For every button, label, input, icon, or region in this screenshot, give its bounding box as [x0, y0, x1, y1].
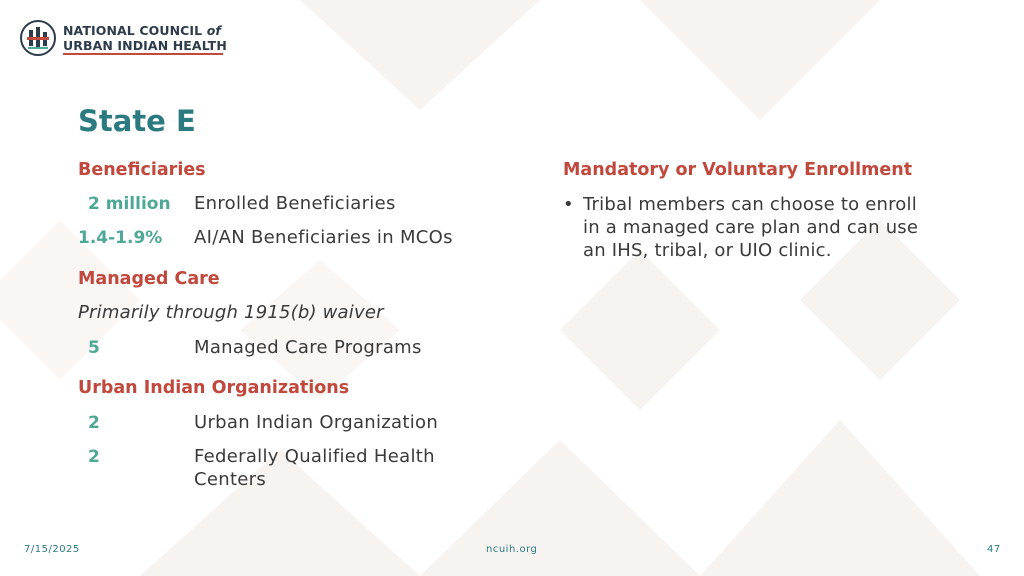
bullet-dot: •	[563, 194, 574, 215]
managed-care-programs-label: Managed Care Programs	[194, 337, 422, 358]
footer-date: 7/15/2025	[24, 544, 80, 555]
enrollment-text-line2: in a managed care plan and can use	[583, 217, 919, 238]
enrollment-bullet-item	[563, 193, 963, 262]
uio-count-value: 2	[88, 413, 100, 433]
fqhc-count-label-line1: Federally Qualified Health	[194, 446, 435, 467]
uio-heading: Urban Indian Organizations	[78, 378, 350, 398]
logo-underline	[63, 53, 223, 55]
enrollment-bullet-list	[563, 193, 963, 262]
footer-site: ncuih.org	[486, 544, 538, 555]
enrolled-beneficiaries-label: Enrolled Beneficiaries	[194, 193, 396, 214]
logo-text-line1: NATIONAL COUNCIL of	[63, 23, 221, 38]
uio-count-label: Urban Indian Organization	[194, 412, 439, 433]
enrollment-heading: Mandatory or Voluntary Enrollment	[563, 160, 913, 180]
aian-mco-label: AI/AN Beneficiaries in MCOs	[194, 227, 453, 248]
enrolled-beneficiaries-value: 2 million	[88, 194, 171, 214]
ncuih-logo	[20, 18, 227, 62]
beneficiaries-heading: Beneficiaries	[78, 160, 206, 180]
page-title: State E	[78, 104, 196, 138]
logo-text-line2: URBAN INDIAN HEALTH	[63, 38, 227, 53]
fqhc-count-label-line2: Centers	[194, 469, 267, 490]
footer-page-number: 47	[987, 544, 1001, 555]
managed-care-heading: Managed Care	[78, 269, 220, 289]
managed-care-programs-value: 5	[88, 338, 100, 358]
managed-care-note: Primarily through 1915(b) waiver	[78, 302, 384, 323]
logo-emblem-icon	[20, 20, 56, 56]
enrollment-text-line1: Tribal members can choose to enroll	[583, 194, 917, 215]
aian-mco-value: 1.4-1.9%	[78, 228, 163, 248]
enrollment-text-line3: an IHS, tribal, or UIO clinic.	[583, 240, 832, 261]
fqhc-count-value: 2	[88, 447, 100, 467]
